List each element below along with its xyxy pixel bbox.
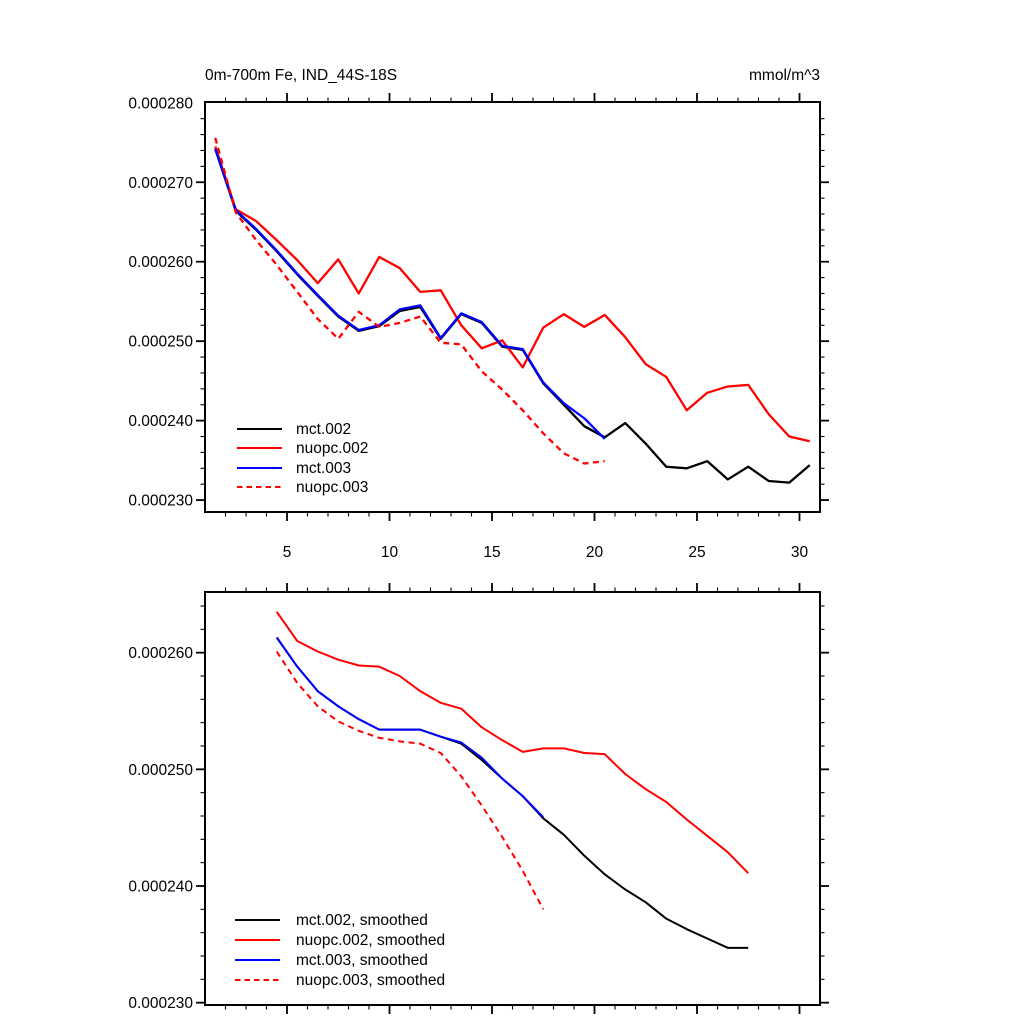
bottom-chart-legend-label-nuopc-002-smoothed: nuopc.002, smoothed: [296, 932, 446, 949]
bottom-chart-y-label-240: 0.000240: [128, 878, 193, 896]
bottom-chart-y-label-260: 0.000260: [128, 645, 193, 663]
top-chart-series-line-nuopc-002: [215, 147, 810, 442]
bottom-chart-legend-label-mct-002-smoothed: mct.002, smoothed: [296, 912, 428, 929]
top-chart-title: 0m-700m Fe, IND_44S-18S: [205, 67, 398, 84]
bottom-chart-series-line-mct-003-smoothed: [277, 638, 544, 818]
top-chart-x-label-25: 25: [688, 544, 706, 561]
bottom-chart-series-line-nuopc-002-smoothed: [277, 612, 749, 873]
top-chart-x-label-5: 5: [282, 544, 292, 561]
top-chart-legend-label-mct-002: mct.002: [296, 421, 352, 438]
top-chart-y-label-250: 0.000250: [128, 333, 193, 351]
top-chart-legend-label-nuopc-002: nuopc.002: [296, 440, 369, 457]
bottom-chart-series-line-mct-002-smoothed: [277, 638, 749, 948]
top-chart-x-label-30: 30: [790, 544, 809, 561]
top-chart-y-label-240: 0.000240: [128, 413, 193, 431]
top-chart-x-label-20: 20: [585, 544, 604, 561]
top-chart-series-line-nuopc-003: [215, 138, 605, 464]
top-chart-x-label-15: 15: [483, 544, 501, 561]
top-chart-units-label: mmol/m^3: [749, 67, 820, 84]
top-chart-y-label-230: 0.000230: [128, 492, 193, 510]
top-chart-y-label-260: 0.000260: [128, 254, 193, 272]
bottom-chart-y-label-230: 0.000230: [128, 995, 193, 1013]
top-chart-legend-label-mct-003: mct.003: [296, 460, 352, 477]
top-chart-legend-label-nuopc-003: nuopc.003: [296, 479, 369, 496]
bottom-chart-legend-label-nuopc-003-smoothed: nuopc.003, smoothed: [296, 972, 446, 989]
top-chart-y-label-270: 0.000270: [128, 174, 193, 192]
bottom-chart-legend-label-mct-003-smoothed: mct.003, smoothed: [296, 952, 428, 969]
bottom-chart-y-label-250: 0.000250: [128, 761, 193, 779]
top-chart-series-line-mct-003: [215, 149, 605, 439]
top-chart-x-label-10: 10: [380, 544, 399, 561]
top-chart-y-label-280: 0.000280: [128, 95, 193, 113]
